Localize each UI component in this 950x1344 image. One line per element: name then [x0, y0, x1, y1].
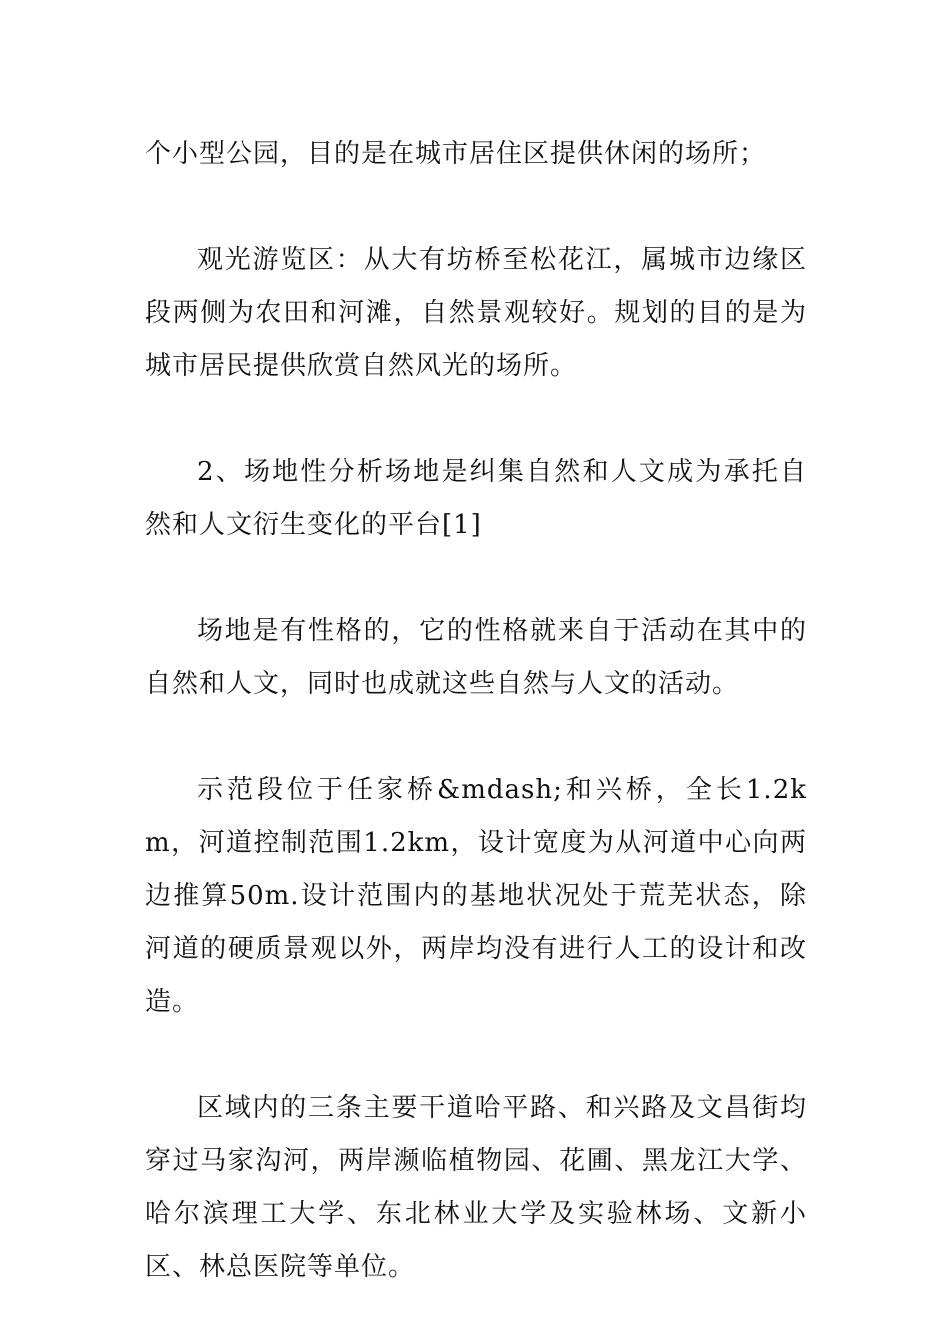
paragraph-site-analysis-heading: 2、场地性分析场地是纠集自然和人文成为承托自然和人文衍生变化的平台[1]	[145, 457, 807, 540]
paragraph-gap	[145, 181, 807, 234]
document-body	[145, 128, 807, 1294]
paragraph-park-continuation: 个小型公园，目的是在城市居住区提供休闲的场所；	[145, 139, 767, 169]
paragraph-main-roads: 区域内的三条主要干道哈平路、和兴路及文昌街均穿过马家沟河，两岸濒临植物园、花圃、黑龙江大学、哈尔滨理工大学、东北林业大学及实验林场、文新小区、林总医院等单位。	[145, 1093, 807, 1282]
paragraph-gap	[145, 711, 807, 764]
paragraph-demo-section: 示范段位于任家桥&mdash;和兴桥，全长1.2km，河道控制范围1.2km，设计宽度为从河道中心向两边推算50m.设计范围内的基地状况处于荒芜状态，除河道的硬质景观以外，两岸均没有进行人工的设计和改造。	[145, 775, 807, 1017]
paragraph-gap	[145, 1029, 807, 1082]
paragraph-site-character: 场地是有性格的，它的性格就来自于活动在其中的自然和人文，同时也成就这些自然与人文的活动。	[145, 616, 807, 699]
paragraph-sightseeing-zone: 观光游览区：从大有坊桥至松花江，属城市边缘区段两侧为农田和河滩，自然景观较好。规划的目的是为城市居民提供欣赏自然风光的场所。	[145, 245, 807, 381]
paragraph-gap	[145, 393, 807, 446]
paragraph-gap	[145, 552, 807, 605]
